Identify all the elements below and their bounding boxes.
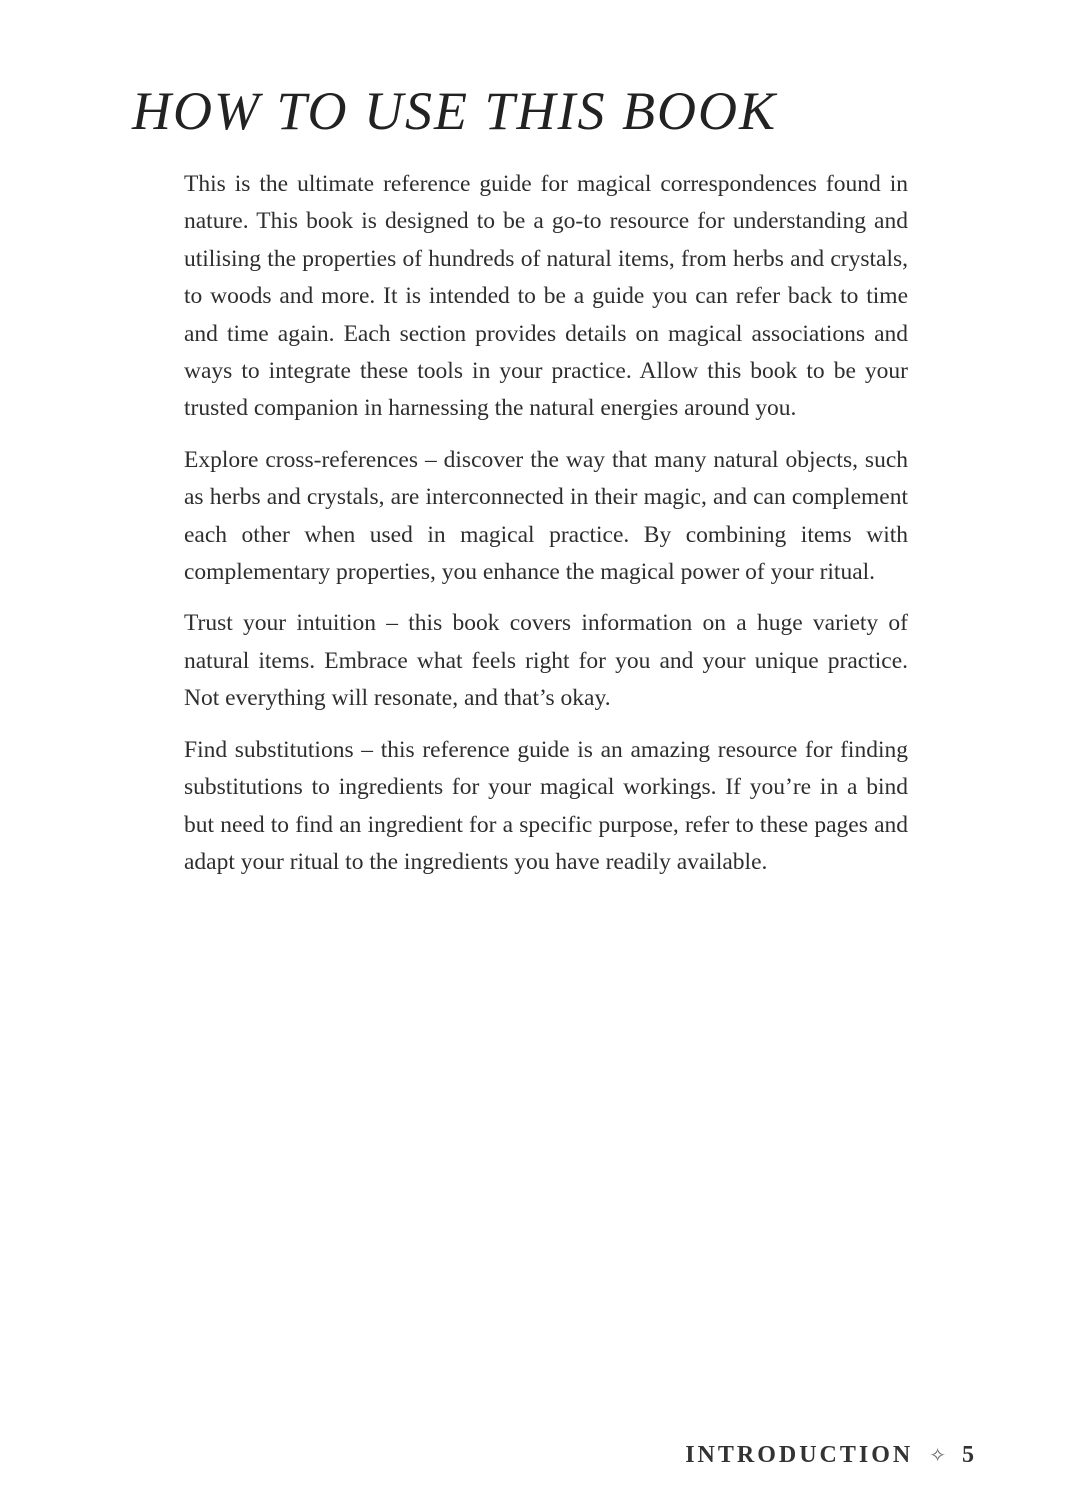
- footer-section-label: INTRODUCTION: [685, 1442, 914, 1468]
- page-number: 5: [962, 1442, 974, 1468]
- paragraph-cross-references: Explore cross-references – discover the way that many natural objects, such as herbs and crystals, are interconnected in their magic, and can complement each other when used in magical practice. By combining items with complementary properties, you enhance the magical power of your ritual.: [184, 446, 908, 586]
- paragraph-substitutions: Find substitutions – this reference guide is an amazing resource for finding substitutions to ingredients for your magical workings. If you’re in a bind but need to find an ingredient for a specific purpose, refer to these pages and adapt your ritual to the ingredients you have readily available.: [184, 736, 908, 875]
- page-footer: [685, 1442, 974, 1469]
- sparkle-icon: ✧: [929, 1445, 946, 1467]
- paragraph-intuition: Trust your intuition – this book covers information on a huge variety of natural items. Embrace what feels right for you and your unique practice. Not everything will resonate, and that’s okay.: [184, 610, 908, 712]
- body-text: [184, 166, 908, 895]
- page-title: HOW TO USE THIS BOOK: [132, 81, 778, 141]
- paragraph-intro: This is the ultimate reference guide for magical correspondences found in nature. This book is designed to be a go-to resource for understanding and utilising the properties of hundreds of natural items, from herbs and crystals, to woods and more. It is intended to be a guide you can refer back to time and time again. Each section provides details on magical associations and ways to integrate these tools in your practice. Allow this book to be your trusted companion in harnessing the natural energies around you.: [184, 171, 908, 422]
